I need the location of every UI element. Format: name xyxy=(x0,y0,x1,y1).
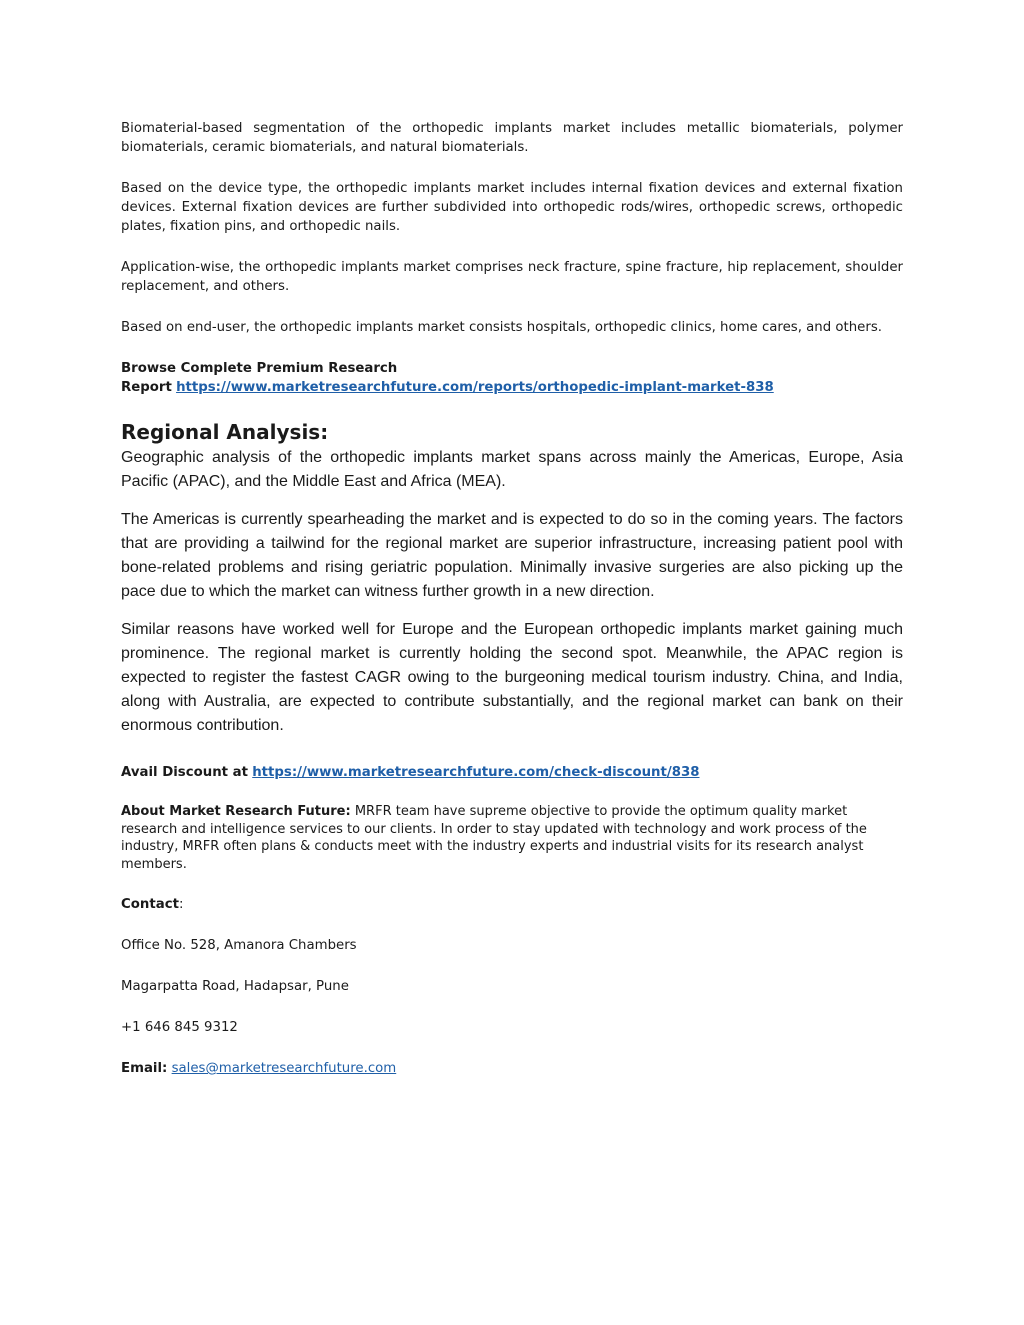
report-link[interactable]: https://www.marketresearchfuture.com/reports/orthopedic-implant-market-838 xyxy=(176,380,774,395)
paragraph-device-type: Based on the device type, the orthopedic implants market includes internal fixation devices and external fixation devices. External fixation devices are further subdivided into orthopedic rods/wires, orthopedic screws, orthopedic plates, fixation pins, and orthopedic nails. xyxy=(121,181,903,234)
paragraph-regional-americas: The Americas is currently spearheading the market and is expected to do so in the coming years. The factors that are providing a tailwind for the regional market are superior infrastructure, increasing patient pool with bone-related problems and rising geriatric population. Minimally invasive surgeries are also picking up the pace due to which the market can witness further growth in a new direction. xyxy=(121,511,903,600)
about-text: MRFR team have supreme objective to provide the optimum quality market research and intelligence services to our clients. In order to stay updated with technology and work process of the industry, MRFR often plans & conducts meet with the industry experts and industrial visits for its research analyst members. xyxy=(121,804,867,872)
contact-label: Contact xyxy=(121,897,179,912)
contact-road: Magarpatta Road, Hadapsar, Pune xyxy=(121,979,349,994)
paragraph-application: Application-wise, the orthopedic implants market comprises neck fracture, spine fracture, hip replacement, shoulder replacement, and others. xyxy=(121,260,903,294)
discount-link[interactable]: https://www.marketresearchfuture.com/check-discount/838 xyxy=(252,765,700,780)
browse-report-label: Browse Complete Premium Research Report xyxy=(121,361,398,395)
paragraph-end-user: Based on end-user, the orthopedic implants market consists hospitals, orthopedic clinics, home cares, and others. xyxy=(121,320,882,335)
contact-phone: +1 646 845 9312 xyxy=(121,1020,238,1035)
email-link[interactable]: sales@marketresearchfuture.com xyxy=(171,1061,397,1076)
document-page xyxy=(121,119,903,1078)
paragraph-biomaterial: Biomaterial-based segmentation of the orthopedic implants market includes metallic biomaterials, polymer biomaterials, ceramic biomaterials, and natural biomaterials. xyxy=(121,121,903,155)
paragraph-regional-europe-apac: Similar reasons have worked well for Europe and the European orthopedic implants market gaining much prominence. The regional market is currently holding the second spot. Meanwhile, the APAC region is expected to register the fastest CAGR owing to the burgeoning medical tourism industry. China, and India, along with Australia, are expected to contribute substantially, and the regional market can bank on their enormous contribution. xyxy=(121,621,903,734)
contact-office: Office No. 528, Amanora Chambers xyxy=(121,938,357,953)
discount-line xyxy=(121,763,903,782)
discount-label: Avail Discount at xyxy=(121,765,248,780)
email-label: Email: xyxy=(121,1061,168,1076)
about-label: About Market Research Future: xyxy=(121,804,351,819)
contact-colon: : xyxy=(178,897,184,912)
regional-heading: Regional Analysis: xyxy=(121,420,329,444)
contact-email-line xyxy=(121,1059,903,1078)
paragraph-regional-geography: Geographic analysis of the orthopedic implants market spans across mainly the Americas, Europe, Asia Pacific (APAC), and the Middle East and Africa (MEA). xyxy=(121,449,903,490)
contact-heading xyxy=(121,895,903,914)
about-paragraph xyxy=(121,803,903,873)
browse-report-link-line xyxy=(121,378,903,397)
